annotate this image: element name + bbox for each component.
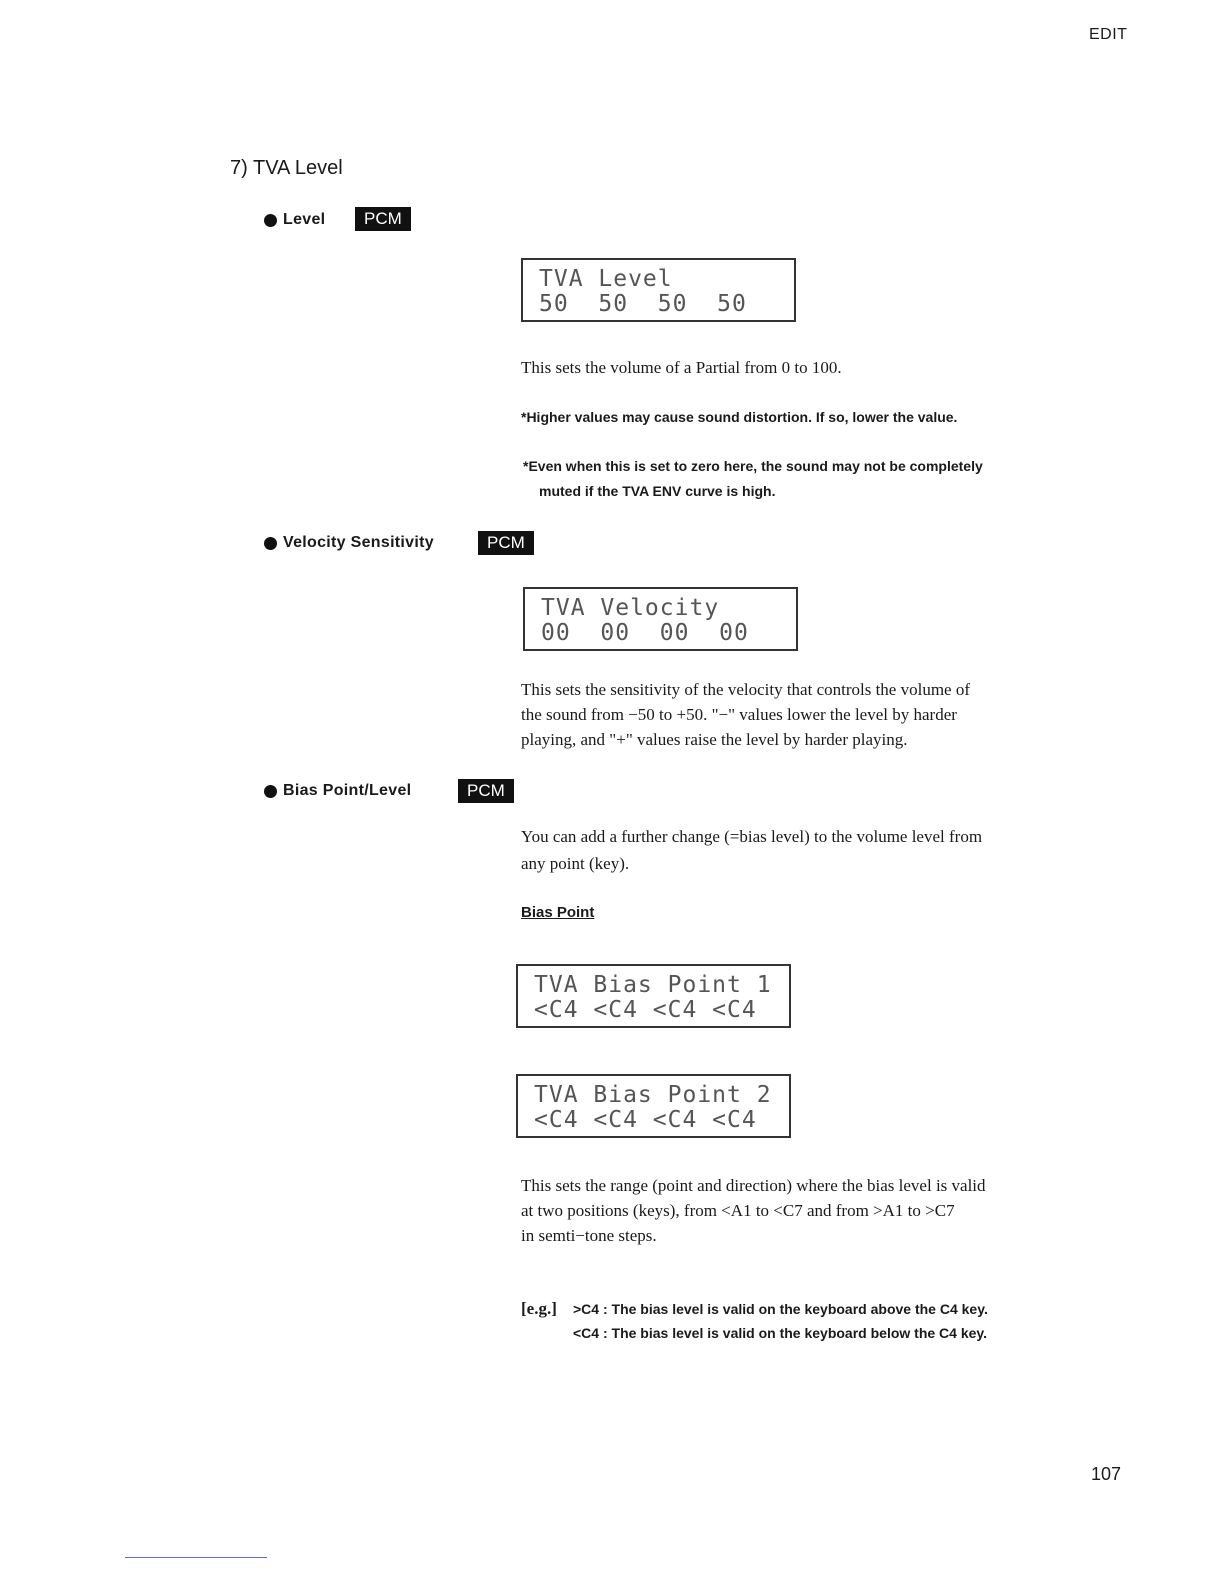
bias-pcm-badge: PCM: [458, 779, 514, 803]
bias-example-2: <C4 : The bias level is valid on the keyboard below the C4 key.: [573, 1325, 988, 1341]
bias-description-2: any point (key).: [521, 854, 630, 873]
level-note-distortion: *Higher values may cause sound distortion. If so, lower the value.: [521, 409, 958, 425]
level-note-muted-1: *Even when this is set to zero here, the sound may not be completely: [523, 458, 983, 474]
level-pcm-badge: PCM: [355, 207, 411, 231]
footer-divider: [125, 1557, 267, 1558]
level-lcd-display: [521, 258, 796, 322]
lcd-line-2: 50 50 50 50: [539, 291, 747, 317]
velocity-heading: [264, 534, 434, 552]
page-number: 107: [1091, 1464, 1122, 1484]
bullet-icon: [264, 537, 277, 550]
bias-label: Bias Point/Level: [283, 782, 412, 799]
lcd-line-1: TVA Level: [539, 266, 673, 292]
lcd-line-1: TVA Bias Point 1: [534, 972, 772, 998]
bias-example-1: [521, 1296, 988, 1322]
lcd-line-1: TVA Bias Point 2: [534, 1082, 772, 1108]
example-text-above: >C4 : The bias level is valid on the keyboard above the C4 key.: [573, 1301, 988, 1317]
bias-description-1: You can add a further change (=bias level) to the volume level from: [521, 827, 983, 846]
section-header-label: EDIT: [1089, 26, 1128, 43]
lcd-line-2: <C4 <C4 <C4 <C4: [534, 997, 757, 1023]
velocity-description-1: This sets the sensitivity of the velocity that controls the volume of: [521, 680, 971, 699]
lcd-line-2: 00 00 00 00: [541, 620, 749, 646]
bias-point-1-lcd-display: [516, 964, 791, 1028]
example-prefix: [e.g.]: [521, 1299, 557, 1318]
bullet-icon: [264, 214, 277, 227]
velocity-pcm-badge: PCM: [478, 531, 534, 555]
bias-heading: [264, 782, 411, 800]
level-heading: [264, 211, 325, 229]
bias-range-description-2: at two positions (keys), from <A1 to <C7 and from >A1 to >C7: [521, 1201, 955, 1220]
section-title: 7) TVA Level: [230, 157, 343, 179]
level-note-muted-2: muted if the TVA ENV curve is high.: [539, 483, 776, 499]
bias-range-description-1: This sets the range (point and direction) where the bias level is valid: [521, 1176, 986, 1195]
bias-point-2-lcd-display: [516, 1074, 791, 1138]
velocity-label: Velocity Sensitivity: [283, 534, 434, 551]
bullet-icon: [264, 785, 277, 798]
level-label: Level: [283, 211, 326, 228]
bias-point-subheading: Bias Point: [521, 904, 595, 921]
velocity-lcd-display: [523, 587, 798, 651]
level-description: This sets the volume of a Partial from 0 to 100.: [521, 358, 842, 377]
lcd-line-1: TVA Velocity: [541, 595, 720, 621]
lcd-line-2: <C4 <C4 <C4 <C4: [534, 1107, 757, 1133]
velocity-description-3: playing, and "+" values raise the level by harder playing.: [521, 730, 908, 749]
velocity-description-2: the sound from −50 to +50. "−" values lower the level by harder: [521, 705, 957, 724]
bias-range-description-3: in semti−tone steps.: [521, 1226, 657, 1245]
